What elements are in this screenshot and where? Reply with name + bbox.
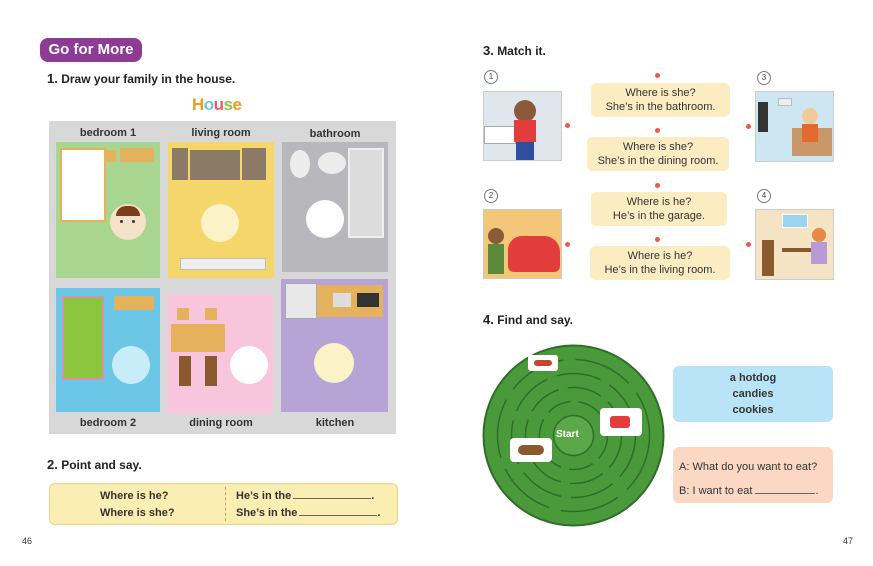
match-dot[interactable]: [746, 242, 751, 247]
period: .: [371, 490, 375, 502]
word-candies: candies: [732, 388, 774, 400]
dining-table: [171, 324, 225, 352]
bubble-1: [591, 83, 730, 117]
chair: [179, 356, 191, 386]
answer-blank[interactable]: [755, 493, 815, 494]
match-dot[interactable]: [565, 123, 570, 128]
plate-drawing-area: [314, 343, 354, 383]
page-number-right: 47: [843, 536, 854, 546]
match-dot[interactable]: [655, 237, 660, 242]
section-4-text: Find and say.: [497, 313, 573, 327]
hotdog-icon: [534, 360, 552, 366]
bubble-2-line-1: Where is she?: [622, 141, 694, 153]
bubble-4-line-2: He’s in the living room.: [604, 264, 716, 276]
tv-stand: [180, 258, 266, 270]
dialogue-line-a: [679, 455, 827, 479]
picture-girl-bathroom[interactable]: [483, 91, 562, 161]
answer-he-text: He’s in the: [236, 490, 292, 502]
speaker-a: A:: [679, 461, 690, 473]
chair: [205, 308, 217, 320]
armchair: [172, 148, 188, 180]
girl-head: [812, 228, 826, 242]
room-living-room: [168, 142, 274, 278]
sink: [484, 126, 516, 144]
house-letter: u: [213, 95, 224, 114]
picture-number-3: 3: [757, 71, 771, 85]
plate-drawing-area: [112, 346, 150, 384]
line-b-text: I want to eat: [692, 485, 753, 497]
bubble-3-line-2: He’s in the garage.: [612, 210, 706, 222]
nightstand: [104, 150, 116, 162]
page-number-left: 46: [22, 536, 33, 546]
bubble-4-line-1: Where is he?: [627, 250, 693, 262]
bathtub: [348, 148, 384, 238]
plate-drawing-area: [201, 204, 239, 242]
girl-shirt: [514, 120, 536, 142]
plate-drawing-area: [306, 200, 344, 238]
picture-number-1: 1: [484, 70, 498, 84]
room-label-bedroom-2: bedroom 2: [79, 417, 137, 429]
match-dot[interactable]: [746, 124, 751, 129]
cookies-icon: [518, 445, 544, 455]
room-bedroom-1: [56, 142, 160, 278]
house-letter: s: [223, 95, 233, 114]
picture-number-2: 2: [484, 189, 498, 203]
match-dot[interactable]: [655, 73, 660, 78]
room-label-living-room: living room: [191, 127, 251, 139]
counter: [317, 285, 383, 317]
bubble-2-line-2: She’s in the dining room.: [597, 155, 719, 167]
lamp: [778, 98, 792, 106]
bed: [60, 148, 106, 222]
word-box: [673, 366, 833, 422]
answer-he: [236, 490, 374, 502]
candies-icon: [610, 416, 630, 428]
boy-icon: [110, 204, 146, 240]
chair: [177, 308, 189, 320]
section-1-text: Draw your family in the house.: [61, 72, 236, 86]
section-4-title: [483, 312, 573, 327]
section-3-number: 3.: [483, 43, 494, 58]
house-letter: e: [232, 95, 242, 114]
match-dot[interactable]: [565, 242, 570, 247]
answer-she-text: She’s in the: [236, 507, 298, 519]
room-label-kitchen: kitchen: [315, 417, 355, 429]
speaker-b: B:: [679, 485, 690, 497]
section-2-number: 2.: [47, 457, 58, 472]
boy-head: [488, 228, 504, 244]
question-he: Where is he?: [100, 490, 169, 502]
match-dot[interactable]: [655, 183, 660, 188]
section-1-number: 1.: [47, 71, 58, 86]
cookies-sign: [510, 438, 552, 462]
picture-girl-dining-room[interactable]: [755, 209, 834, 280]
period: .: [377, 507, 381, 519]
match-dot[interactable]: [655, 128, 660, 133]
girl-dress: [811, 242, 827, 264]
answer-blank[interactable]: [293, 498, 371, 499]
house-title: [192, 95, 242, 115]
desk: [114, 296, 154, 310]
plate-drawing-area: [230, 346, 268, 384]
picture-boy-garage[interactable]: [483, 209, 562, 279]
question-she: Where is she?: [100, 507, 175, 519]
candies-sign: [600, 408, 642, 436]
word-cookies: cookies: [732, 404, 774, 416]
picture-boy-living-room[interactable]: [755, 91, 834, 162]
room-label-dining-room: dining room: [189, 417, 253, 429]
section-1-title: [47, 71, 235, 86]
bubble-1-line-2: She’s in the bathroom.: [605, 101, 716, 113]
girl-pants: [516, 142, 534, 160]
sink: [318, 152, 346, 174]
red-car: [508, 236, 560, 272]
bubble-1-line-1: Where is she?: [625, 87, 696, 99]
house-letter: o: [203, 95, 214, 114]
bubble-2: [587, 137, 729, 171]
section-2-title: [47, 457, 142, 472]
boy-head: [802, 108, 818, 124]
window: [782, 214, 808, 228]
picture-number-4: 4: [757, 189, 771, 203]
section-2-text: Point and say.: [61, 458, 142, 472]
answer-she: [236, 507, 380, 519]
room-bedroom-2: [56, 288, 160, 412]
room-kitchen: [281, 279, 388, 412]
period: .: [815, 485, 819, 497]
room-label-bedroom-1: bedroom 1: [79, 127, 137, 139]
armchair: [242, 148, 266, 180]
room-dining-room: [167, 294, 273, 414]
table: [782, 248, 812, 252]
desk: [120, 148, 154, 162]
chair: [205, 356, 217, 386]
bubble-4: [590, 246, 730, 280]
sofa: [190, 150, 240, 180]
boy-shirt: [802, 124, 818, 142]
divider: [225, 487, 226, 521]
bed: [62, 296, 104, 380]
go-for-more-badge: Go for More: [40, 38, 142, 62]
maze-start-label: Start: [556, 429, 579, 440]
hotdog-sign: [528, 355, 558, 371]
section-3-text: Match it.: [497, 44, 546, 58]
chair: [762, 240, 774, 276]
boy-body: [488, 244, 504, 274]
bubble-3-line-1: Where is he?: [626, 196, 692, 208]
bubble-3: [591, 192, 727, 226]
house-letter: H: [192, 95, 204, 114]
section-4-number: 4.: [483, 312, 494, 327]
answer-blank[interactable]: [299, 515, 377, 516]
dialogue-line-b: [679, 479, 827, 503]
fridge: [285, 283, 317, 319]
room-bathroom: [282, 142, 388, 272]
tv: [758, 102, 768, 132]
section-3-title: [483, 43, 546, 58]
word-hotdog: a hotdog: [729, 372, 777, 384]
toilet: [290, 150, 310, 178]
room-label-bathroom: bathroom: [309, 128, 361, 140]
dialogue-box: [673, 447, 833, 503]
girl-head: [514, 100, 536, 122]
line-a-text: What do you want to eat?: [692, 461, 818, 473]
